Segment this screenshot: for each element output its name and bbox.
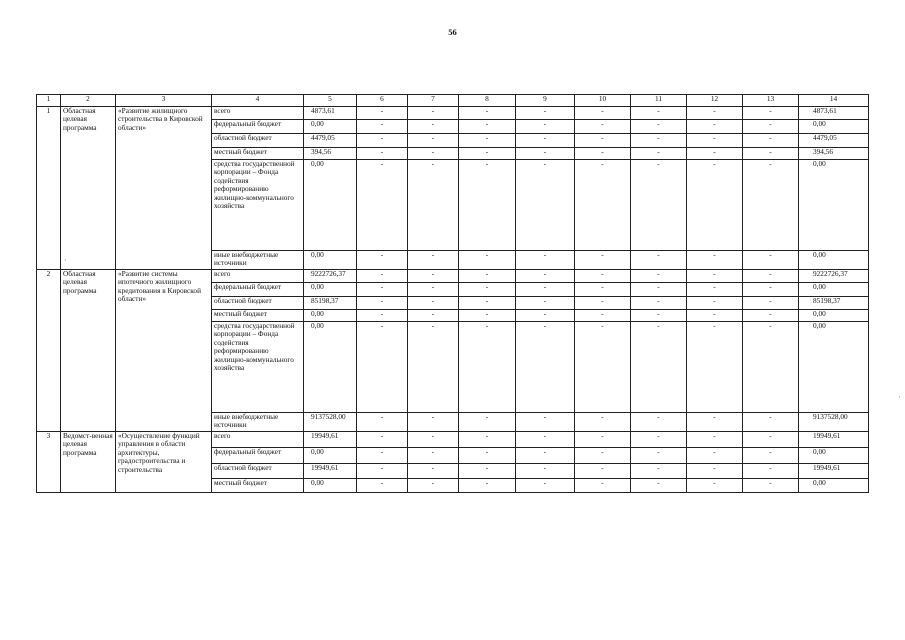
total-cell: 394,56 [799,148,869,160]
program-type-cell: Областная целевая программа [61,270,116,432]
col-header: 3 [116,95,212,107]
funding-source-cell: иные внебюджетные источники [212,413,304,432]
dash-cell: - [459,148,516,160]
value-cell: 0,00 [304,160,357,251]
dash-cell: - [516,297,575,310]
dash-cell: - [575,432,631,448]
dash-cell: - [408,310,459,322]
dash-cell: - [631,297,687,310]
dash-cell: - [631,270,687,283]
total-cell: 0,00 [799,160,869,251]
dash-cell: - [575,413,631,432]
dash-cell: - [408,283,459,297]
dash-cell: - [459,432,516,448]
funding-source-cell: всего [212,107,304,120]
total-cell: 85198,37 [799,297,869,310]
dash-cell: - [459,413,516,432]
dash-cell: - [459,464,516,479]
dash-cell: - [516,160,575,251]
dash-cell: - [408,464,459,479]
dash-cell: - [357,283,408,297]
program-type-cell: Ведомст-венная целевая программа [61,432,116,493]
dash-cell: - [459,283,516,297]
dash-cell: - [516,134,575,148]
dash-cell: - [408,322,459,413]
dash-cell: - [631,134,687,148]
total-cell: 9222726,37 [799,270,869,283]
dash-cell: - [357,148,408,160]
dash-cell: - [575,270,631,283]
dash-cell: - [743,479,799,493]
dash-cell: - [687,448,743,464]
header-row [37,95,869,107]
dash-cell: - [408,297,459,310]
dash-cell: - [687,134,743,148]
dash-cell: - [687,310,743,322]
dash-cell: - [575,464,631,479]
dash-cell: - [631,148,687,160]
funding-source-cell: областной бюджет [212,464,304,479]
total-cell: 19949,61 [799,432,869,448]
dash-cell: - [687,283,743,297]
total-cell: 4479,05 [799,134,869,148]
dash-cell: - [459,310,516,322]
dash-cell: - [357,479,408,493]
program-number-cell: 2 [37,270,61,432]
total-cell: 19949,61 [799,464,869,479]
dash-cell: - [459,297,516,310]
program-number-cell: 1 [37,107,61,270]
total-cell: 0,00 [799,322,869,413]
dash-cell: - [687,432,743,448]
dash-cell: - [516,283,575,297]
dash-cell: - [408,160,459,251]
dash-cell: - [459,448,516,464]
col-header: 14 [799,95,869,107]
value-cell: 4873,61 [304,107,357,120]
dash-cell: - [687,413,743,432]
dash-cell: - [516,464,575,479]
dash-cell: - [631,479,687,493]
dash-cell: - [687,160,743,251]
dash-cell: - [575,479,631,493]
dash-cell: - [408,148,459,160]
dash-cell: - [687,148,743,160]
dash-cell: - [687,270,743,283]
dash-cell: - [631,322,687,413]
dash-cell: - [516,448,575,464]
dash-cell: - [743,120,799,134]
funding-source-cell: федеральный бюджет [212,448,304,464]
dash-cell: - [743,464,799,479]
dash-cell: - [743,270,799,283]
value-cell: 0,00 [304,120,357,134]
table-row [37,107,869,120]
col-header: 13 [743,95,799,107]
table-body [37,107,869,493]
dash-cell: - [743,107,799,120]
dash-cell: - [575,297,631,310]
value-cell: 394,56 [304,148,357,160]
dash-cell: - [357,251,408,270]
funding-source-cell: средства государственной корпорации – Фонда содействия реформированию жилищно-коммунального хозяйства [212,160,304,251]
dash-cell: - [575,310,631,322]
dash-cell: - [516,251,575,270]
dash-cell: - [687,120,743,134]
dash-cell: - [575,160,631,251]
value-cell: 0,00 [304,322,357,413]
dash-cell: - [743,283,799,297]
dash-cell: - [687,107,743,120]
scan-mark: · [898,393,901,402]
dash-cell: - [516,432,575,448]
dash-cell: - [408,251,459,270]
dash-cell: - [687,464,743,479]
funding-source-cell: всего [212,432,304,448]
dash-cell: - [743,432,799,448]
dash-cell: - [575,251,631,270]
dash-cell: - [631,107,687,120]
dash-cell: - [743,134,799,148]
dash-cell: - [575,283,631,297]
funding-source-cell: средства государственной корпорации – Фонда содействия реформированию жилищно-коммунального хозяйства [212,322,304,413]
dash-cell: - [459,160,516,251]
dash-cell: - [357,297,408,310]
dash-cell: - [408,413,459,432]
dash-cell: - [459,479,516,493]
dash-cell: - [575,107,631,120]
program-name-cell: «Развитие жилищного строительства в Кировской области» [116,107,212,270]
dash-cell: - [357,107,408,120]
dash-cell: - [408,270,459,283]
dash-cell: - [631,464,687,479]
dash-cell: - [631,120,687,134]
col-header: 10 [575,95,631,107]
dash-cell: - [743,322,799,413]
funding-source-cell: федеральный бюджет [212,283,304,297]
dash-cell: - [575,148,631,160]
value-cell: 0,00 [304,251,357,270]
dash-cell: - [631,448,687,464]
dash-cell: - [516,107,575,120]
dash-cell: - [459,134,516,148]
value-cell: 85198,37 [304,297,357,310]
value-cell: 0,00 [304,310,357,322]
dash-cell: - [357,160,408,251]
dash-cell: - [357,322,408,413]
funding-source-cell: местный бюджет [212,310,304,322]
dash-cell: - [743,448,799,464]
dash-cell: - [743,251,799,270]
col-header: 11 [631,95,687,107]
funding-source-cell: областной бюджет [212,297,304,310]
dash-cell: - [516,270,575,283]
col-header: 6 [357,95,408,107]
value-cell: 0,00 [304,448,357,464]
dash-cell: - [408,107,459,120]
funding-source-cell: всего [212,270,304,283]
dash-cell: - [516,148,575,160]
dash-cell: - [687,479,743,493]
dash-cell: - [743,160,799,251]
dash-cell: - [687,297,743,310]
dash-cell: - [516,120,575,134]
dash-cell: - [743,297,799,310]
total-cell: 0,00 [799,283,869,297]
dash-cell: - [408,479,459,493]
dash-cell: - [357,413,408,432]
col-header: 2 [61,95,116,107]
dash-cell: - [687,251,743,270]
dash-cell: - [357,464,408,479]
funding-source-cell: местный бюджет [212,479,304,493]
dash-cell: - [459,251,516,270]
dash-cell: - [516,310,575,322]
dash-cell: - [516,322,575,413]
dash-cell: - [357,448,408,464]
funding-source-cell: иные внебюджетные источники [212,251,304,270]
total-cell: 0,00 [799,120,869,134]
dash-cell: - [631,251,687,270]
dash-cell: - [459,120,516,134]
total-cell: 0,00 [799,448,869,464]
value-cell: 19949,61 [304,432,357,448]
program-number-cell: 3 [37,432,61,493]
dash-cell: - [575,120,631,134]
dash-cell: - [575,322,631,413]
dash-cell: - [516,479,575,493]
dash-cell: - [743,413,799,432]
total-cell: 9137528,00 [799,413,869,432]
dash-cell: - [459,107,516,120]
table-row [37,270,869,283]
total-cell: 4873,61 [799,107,869,120]
dash-cell: - [631,310,687,322]
dash-cell: - [357,120,408,134]
col-header: 12 [687,95,743,107]
total-cell: 0,00 [799,479,869,493]
dash-cell: - [408,448,459,464]
dash-cell: - [631,283,687,297]
budget-table [36,94,869,493]
program-type-cell: Областная целевая программа [61,107,116,270]
dash-cell: - [408,134,459,148]
col-header: 5 [304,95,357,107]
dash-cell: - [631,432,687,448]
col-header: 7 [408,95,459,107]
dash-cell: - [743,310,799,322]
funding-source-cell: федеральный бюджет [212,120,304,134]
dash-cell: - [631,413,687,432]
scan-mark: · [64,256,67,265]
program-name-cell: «Развитие системы ипотечного жилищного кредитования в Кировской области» [116,270,212,432]
total-cell: 0,00 [799,251,869,270]
dash-cell: - [357,432,408,448]
dash-cell: - [357,134,408,148]
dash-cell: - [408,432,459,448]
page-number: 56 [448,27,457,37]
dash-cell: - [408,120,459,134]
dash-cell: - [357,270,408,283]
col-header: 4 [212,95,304,107]
table-row [37,432,869,448]
dash-cell: - [687,322,743,413]
dash-cell: - [516,413,575,432]
dash-cell: - [357,310,408,322]
col-header: 8 [459,95,516,107]
dash-cell: - [459,322,516,413]
value-cell: 19949,61 [304,464,357,479]
dash-cell: - [631,160,687,251]
funding-source-cell: областной бюджет [212,134,304,148]
col-header: 9 [516,95,575,107]
value-cell: 0,00 [304,479,357,493]
col-header: 1 [37,95,61,107]
funding-source-cell: местный бюджет [212,148,304,160]
dash-cell: - [575,134,631,148]
total-cell: 0,00 [799,310,869,322]
dash-cell: - [575,448,631,464]
program-name-cell: «Осуществление функций управления в области архитектуры, градостроительства и строительства [116,432,212,493]
dash-cell: - [743,148,799,160]
value-cell: 4479,05 [304,134,357,148]
dash-cell: - [459,270,516,283]
value-cell: 9137528,00 [304,413,357,432]
value-cell: 9222726,37 [304,270,357,283]
value-cell: 0,00 [304,283,357,297]
